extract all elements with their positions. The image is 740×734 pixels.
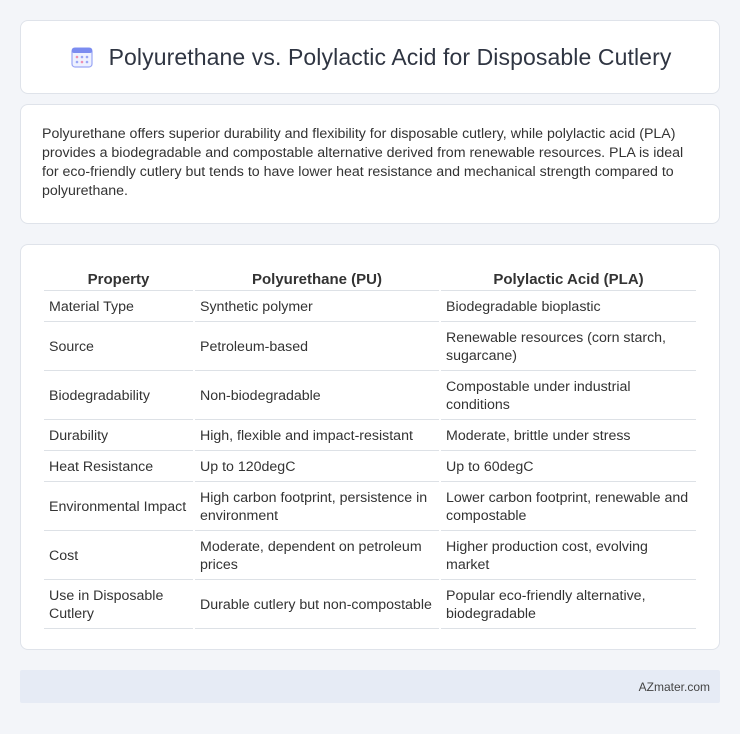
table-cell: Moderate, brittle under stress xyxy=(441,422,696,451)
page-title: Polyurethane vs. Polylactic Acid for Disposable Cutlery xyxy=(108,43,672,70)
comparison-table-card xyxy=(20,244,720,650)
table-cell: Compostable under industrial conditions xyxy=(441,373,696,420)
table-cell: High, flexible and impact-resistant xyxy=(195,422,439,451)
table-row xyxy=(44,533,696,580)
column-header-polyurethane: Polyurethane (PU) xyxy=(195,267,439,291)
table-row xyxy=(44,373,696,420)
table-row xyxy=(44,484,696,531)
table-cell: Petroleum-based xyxy=(195,324,439,371)
table-cell: Higher production cost, evolving market xyxy=(441,533,696,580)
summary-text: Polyurethane offers superior durability and flexibility for disposable cutlery, while polylactic acid (PLA) provides a biodegradable and compostable alternative derived from renewable resources. PLA is ideal for eco-friendly cutlery but tends to have lower heat resistance and mechanical strength compared to polyurethane. xyxy=(42,126,684,199)
column-header-property: Property xyxy=(44,267,193,291)
table-cell: Up to 120degC xyxy=(195,453,439,482)
table-cell: Heat Resistance xyxy=(44,453,193,482)
table-cell: Biodegradability xyxy=(44,373,193,420)
table-row xyxy=(44,582,696,629)
table-cell: Popular eco-friendly alternative, biodegradable xyxy=(441,582,696,629)
table-cell: Source xyxy=(44,324,193,371)
table-cell: Use in Disposable Cutlery xyxy=(44,582,193,629)
title-card xyxy=(20,20,720,94)
table-cell: Renewable resources (corn starch, sugarcane) xyxy=(441,324,696,371)
calendar-icon xyxy=(69,44,95,70)
table-header-row xyxy=(44,267,696,291)
column-header-pla: Polylactic Acid (PLA) xyxy=(441,267,696,291)
table-cell: Material Type xyxy=(44,293,193,322)
table-cell: Non-biodegradable xyxy=(195,373,439,420)
table-cell: Environmental Impact xyxy=(44,484,193,531)
table-cell: Synthetic polymer xyxy=(195,293,439,322)
summary-card xyxy=(20,104,720,224)
comparison-table xyxy=(42,265,698,631)
footer-brand: AZmater.com xyxy=(638,679,710,694)
table-row xyxy=(44,453,696,482)
table-cell: Moderate, dependent on petroleum prices xyxy=(195,533,439,580)
table-cell: Durable cutlery but non-compostable xyxy=(195,582,439,629)
table-row xyxy=(44,293,696,322)
table-cell: High carbon footprint, persistence in environment xyxy=(195,484,439,531)
table-row xyxy=(44,324,696,371)
table-row xyxy=(44,422,696,451)
table-cell: Durability xyxy=(44,422,193,451)
table-cell: Cost xyxy=(44,533,193,580)
table-cell: Biodegradable bioplastic xyxy=(441,293,696,322)
footer-bar xyxy=(20,670,720,703)
table-cell: Lower carbon footprint, renewable and compostable xyxy=(441,484,696,531)
table-cell: Up to 60degC xyxy=(441,453,696,482)
